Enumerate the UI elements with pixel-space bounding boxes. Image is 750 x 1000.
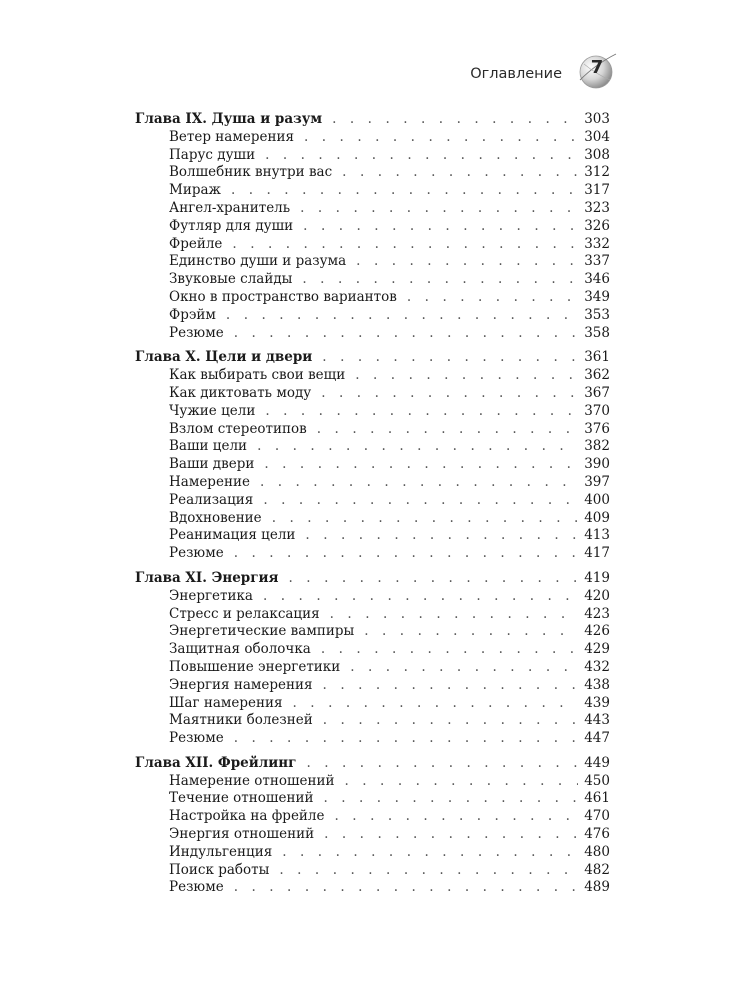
toc-entry-title: Стресс и релаксация bbox=[169, 605, 320, 622]
dot-leader bbox=[253, 492, 578, 510]
dot-leader bbox=[292, 271, 578, 289]
toc-entry-title: Парус души bbox=[169, 146, 256, 163]
toc-entry-title: Индульгенция bbox=[169, 843, 273, 860]
toc-entry-page: 476 bbox=[584, 826, 610, 843]
toc-entry-page: 417 bbox=[584, 545, 610, 562]
toc-entry[interactable] bbox=[135, 421, 610, 439]
toc-entry[interactable] bbox=[135, 456, 610, 474]
toc-entry-page: 400 bbox=[584, 491, 610, 508]
toc-entry[interactable] bbox=[135, 545, 610, 563]
toc-entry-title: Фрейле bbox=[169, 235, 223, 252]
toc-entry-page: 397 bbox=[584, 473, 610, 490]
toc-entry-title: Реанимация цели bbox=[169, 527, 296, 544]
toc-entry-page: 439 bbox=[584, 694, 610, 711]
toc-entry[interactable] bbox=[135, 773, 610, 791]
toc-entry[interactable] bbox=[135, 510, 610, 528]
toc-entry-page: 438 bbox=[584, 676, 610, 693]
chapter-block bbox=[135, 349, 610, 563]
toc-entry[interactable] bbox=[135, 808, 610, 826]
toc-entry-title: Звуковые слайды bbox=[169, 271, 293, 288]
toc-entry[interactable] bbox=[135, 307, 610, 325]
toc-entry-page: 353 bbox=[584, 306, 610, 323]
dot-leader bbox=[325, 808, 579, 826]
toc-entry[interactable] bbox=[135, 200, 610, 218]
toc-entry-title: Ваши цели bbox=[169, 438, 248, 455]
chapter-heading-title: Глава XI. Энергия bbox=[135, 569, 279, 586]
toc-entry-page: 332 bbox=[584, 235, 610, 252]
toc-entry-title: Футляр для души bbox=[169, 217, 294, 234]
toc-entry-title: Фрэйм bbox=[169, 306, 216, 323]
toc-entry-title: Чужие цели bbox=[169, 402, 256, 419]
chapter-block bbox=[135, 570, 610, 748]
dot-leader bbox=[311, 385, 578, 403]
toc-entry-title: Настройка на фрейле bbox=[169, 808, 325, 825]
toc-entry[interactable] bbox=[135, 730, 610, 748]
toc-entry-title: Поиск работы bbox=[169, 861, 270, 878]
dot-leader bbox=[283, 695, 579, 713]
toc-entry-page: 443 bbox=[584, 712, 610, 729]
toc-entry[interactable] bbox=[135, 289, 610, 307]
toc-entry[interactable] bbox=[135, 164, 610, 182]
dot-leader bbox=[354, 623, 578, 641]
toc-entry[interactable] bbox=[135, 862, 610, 880]
dot-leader bbox=[345, 367, 578, 385]
toc-entry[interactable] bbox=[135, 695, 610, 713]
dot-leader bbox=[224, 545, 578, 563]
dot-leader bbox=[224, 325, 578, 343]
toc-entry[interactable] bbox=[135, 623, 610, 641]
chapter-heading[interactable] bbox=[135, 755, 610, 773]
chapter-block bbox=[135, 111, 610, 342]
toc-entry[interactable] bbox=[135, 879, 610, 897]
dot-leader bbox=[322, 111, 578, 129]
toc-entry-title: Энергия отношений bbox=[169, 826, 315, 843]
toc-entry-page: 450 bbox=[584, 772, 610, 789]
toc-entry[interactable] bbox=[135, 403, 610, 421]
toc-entry-page: 413 bbox=[584, 527, 610, 544]
toc-entry-title: Вдохновение bbox=[169, 509, 262, 526]
dot-leader bbox=[262, 510, 578, 528]
toc-entry[interactable] bbox=[135, 218, 610, 236]
toc-entry[interactable] bbox=[135, 826, 610, 844]
toc-entry-title: Волшебник внутри вас bbox=[169, 164, 333, 181]
toc-entry-page: 382 bbox=[584, 438, 610, 455]
dot-leader bbox=[222, 236, 578, 254]
dot-leader bbox=[290, 200, 578, 218]
toc-entry[interactable] bbox=[135, 438, 610, 456]
dot-leader bbox=[313, 677, 578, 695]
toc-entry-title: Шаг намерения bbox=[169, 694, 283, 711]
chapter-heading-page: 449 bbox=[584, 754, 610, 771]
toc-entry[interactable] bbox=[135, 606, 610, 624]
chapter-heading[interactable] bbox=[135, 111, 610, 129]
chapter-heading[interactable] bbox=[135, 570, 610, 588]
toc-entry-page: 489 bbox=[584, 879, 610, 896]
toc-entry-title: Ветер намерения bbox=[169, 128, 294, 145]
dot-leader bbox=[293, 218, 578, 236]
toc-entry-page: 337 bbox=[584, 253, 610, 270]
toc-entry-title: Энергетические вампиры bbox=[169, 623, 355, 640]
toc-entry-page: 429 bbox=[584, 641, 610, 658]
dot-leader bbox=[294, 129, 578, 147]
dot-leader bbox=[340, 659, 578, 677]
toc-entry-page: 420 bbox=[584, 587, 610, 604]
toc-entry[interactable] bbox=[135, 641, 610, 659]
toc-entry-title: Маятники болезней bbox=[169, 712, 313, 729]
toc-entry[interactable] bbox=[135, 271, 610, 289]
toc-entry-page: 432 bbox=[584, 658, 610, 675]
toc-entry-page: 304 bbox=[584, 128, 610, 145]
toc-entry-page: 480 bbox=[584, 843, 610, 860]
chapter-heading-page: 419 bbox=[584, 569, 610, 586]
chapter-heading-page: 303 bbox=[584, 111, 610, 127]
dot-leader bbox=[332, 164, 578, 182]
dot-leader bbox=[255, 147, 578, 165]
dot-leader bbox=[254, 456, 578, 474]
toc-entry-title: Энергия намерения bbox=[169, 676, 313, 693]
toc-entry[interactable] bbox=[135, 588, 610, 606]
toc-entry-title: Резюме bbox=[169, 324, 224, 341]
toc-entry-title: Окно в пространство вариантов bbox=[169, 288, 397, 305]
toc-entry[interactable] bbox=[135, 712, 610, 730]
toc-entry-page: 367 bbox=[584, 384, 610, 401]
chapter-heading-title: Глава IX. Душа и разум bbox=[135, 111, 323, 127]
toc-entry-page: 326 bbox=[584, 217, 610, 234]
dot-leader bbox=[312, 349, 578, 367]
toc-entry-page: 349 bbox=[584, 288, 610, 305]
toc-entry-title: Энергетика bbox=[169, 587, 253, 604]
toc-entry[interactable] bbox=[135, 385, 610, 403]
toc-entry-page: 470 bbox=[584, 808, 610, 825]
toc-entry-page: 362 bbox=[584, 367, 610, 384]
toc-entry-title: Взлом стереотипов bbox=[169, 420, 307, 437]
toc-entry-title: Намерение отношений bbox=[169, 772, 335, 789]
chapter-heading-title: Глава XII. Фрейлинг bbox=[135, 754, 297, 771]
toc-entry[interactable] bbox=[135, 147, 610, 165]
toc-entry-page: 317 bbox=[584, 182, 610, 199]
toc-entry[interactable] bbox=[135, 527, 610, 545]
toc-entry[interactable] bbox=[135, 182, 610, 200]
dot-leader bbox=[224, 879, 578, 897]
dot-leader bbox=[397, 289, 578, 307]
dot-leader bbox=[224, 730, 578, 748]
toc-entry-page: 323 bbox=[584, 199, 610, 216]
dot-leader bbox=[320, 606, 578, 624]
toc-entry-page: 423 bbox=[584, 605, 610, 622]
toc-entry-title: Резюме bbox=[169, 545, 224, 562]
dot-leader bbox=[253, 588, 578, 606]
toc-entry[interactable] bbox=[135, 129, 610, 147]
toc-entry-page: 370 bbox=[584, 402, 610, 419]
dot-leader bbox=[313, 712, 578, 730]
dot-leader bbox=[334, 773, 578, 791]
toc-entry-page: 308 bbox=[584, 146, 610, 163]
dot-leader bbox=[216, 307, 578, 325]
dot-leader bbox=[311, 641, 578, 659]
toc-entry-page: 482 bbox=[584, 861, 610, 878]
toc-entry-title: Намерение bbox=[169, 473, 250, 490]
toc-entry-title: Реализация bbox=[169, 491, 254, 508]
toc-entry-title: Мираж bbox=[169, 182, 221, 199]
toc-entry[interactable] bbox=[135, 253, 610, 271]
toc-entry-page: 376 bbox=[584, 420, 610, 437]
toc-entry[interactable] bbox=[135, 474, 610, 492]
toc-entry-page: 447 bbox=[584, 730, 610, 747]
dot-leader bbox=[295, 527, 578, 545]
toc-entry-title: Как диктовать моду bbox=[169, 384, 312, 401]
toc-entry-page: 358 bbox=[584, 324, 610, 341]
toc-entry-page: 426 bbox=[584, 623, 610, 640]
chapter-block bbox=[135, 755, 610, 897]
dot-leader bbox=[250, 474, 578, 492]
page-number-badge bbox=[576, 50, 618, 92]
toc-entry[interactable] bbox=[135, 236, 610, 254]
toc-entry-title: Ангел-хранитель bbox=[169, 199, 291, 216]
toc-entry-page: 390 bbox=[584, 456, 610, 473]
toc-entry[interactable] bbox=[135, 325, 610, 343]
toc-entry-title: Повышение энергетики bbox=[169, 658, 341, 675]
chapter-heading-page: 361 bbox=[584, 349, 610, 366]
dot-leader bbox=[307, 421, 578, 439]
toc-entry-title: Защитная оболочка bbox=[169, 641, 311, 658]
toc-entry-title: Резюме bbox=[169, 879, 224, 896]
toc-entry-title: Резюме bbox=[169, 730, 224, 747]
chapter-heading[interactable] bbox=[135, 349, 610, 367]
toc-entry[interactable] bbox=[135, 492, 610, 510]
toc-entry[interactable] bbox=[135, 790, 610, 808]
toc-entry[interactable] bbox=[135, 367, 610, 385]
dot-leader bbox=[279, 570, 578, 588]
table-of-contents bbox=[135, 111, 610, 904]
dot-leader bbox=[221, 182, 578, 200]
chapter-heading-title: Глава X. Цели и двери bbox=[135, 349, 313, 366]
toc-entry[interactable] bbox=[135, 659, 610, 677]
dot-leader bbox=[247, 438, 578, 456]
toc-entry-title: Течение отношений bbox=[169, 790, 314, 807]
toc-entry-title: Единство души и разума bbox=[169, 253, 347, 270]
dot-leader bbox=[346, 253, 578, 271]
dot-leader bbox=[313, 790, 578, 808]
dot-leader bbox=[255, 403, 578, 421]
toc-entry-page: 346 bbox=[584, 271, 610, 288]
dot-leader bbox=[296, 755, 578, 773]
dot-leader bbox=[272, 844, 578, 862]
dot-leader bbox=[269, 862, 578, 880]
toc-entry-title: Как выбирать свои вещи bbox=[169, 367, 346, 384]
page-number: 7 bbox=[590, 57, 604, 78]
toc-entry-page: 461 bbox=[584, 790, 610, 807]
running-head-title: Оглавление bbox=[470, 66, 562, 82]
toc-entry[interactable] bbox=[135, 844, 610, 862]
dot-leader bbox=[314, 826, 578, 844]
toc-entry-page: 409 bbox=[584, 509, 610, 526]
toc-entry-page: 312 bbox=[584, 164, 610, 181]
toc-entry-title: Ваши двери bbox=[169, 456, 255, 473]
toc-entry[interactable] bbox=[135, 677, 610, 695]
